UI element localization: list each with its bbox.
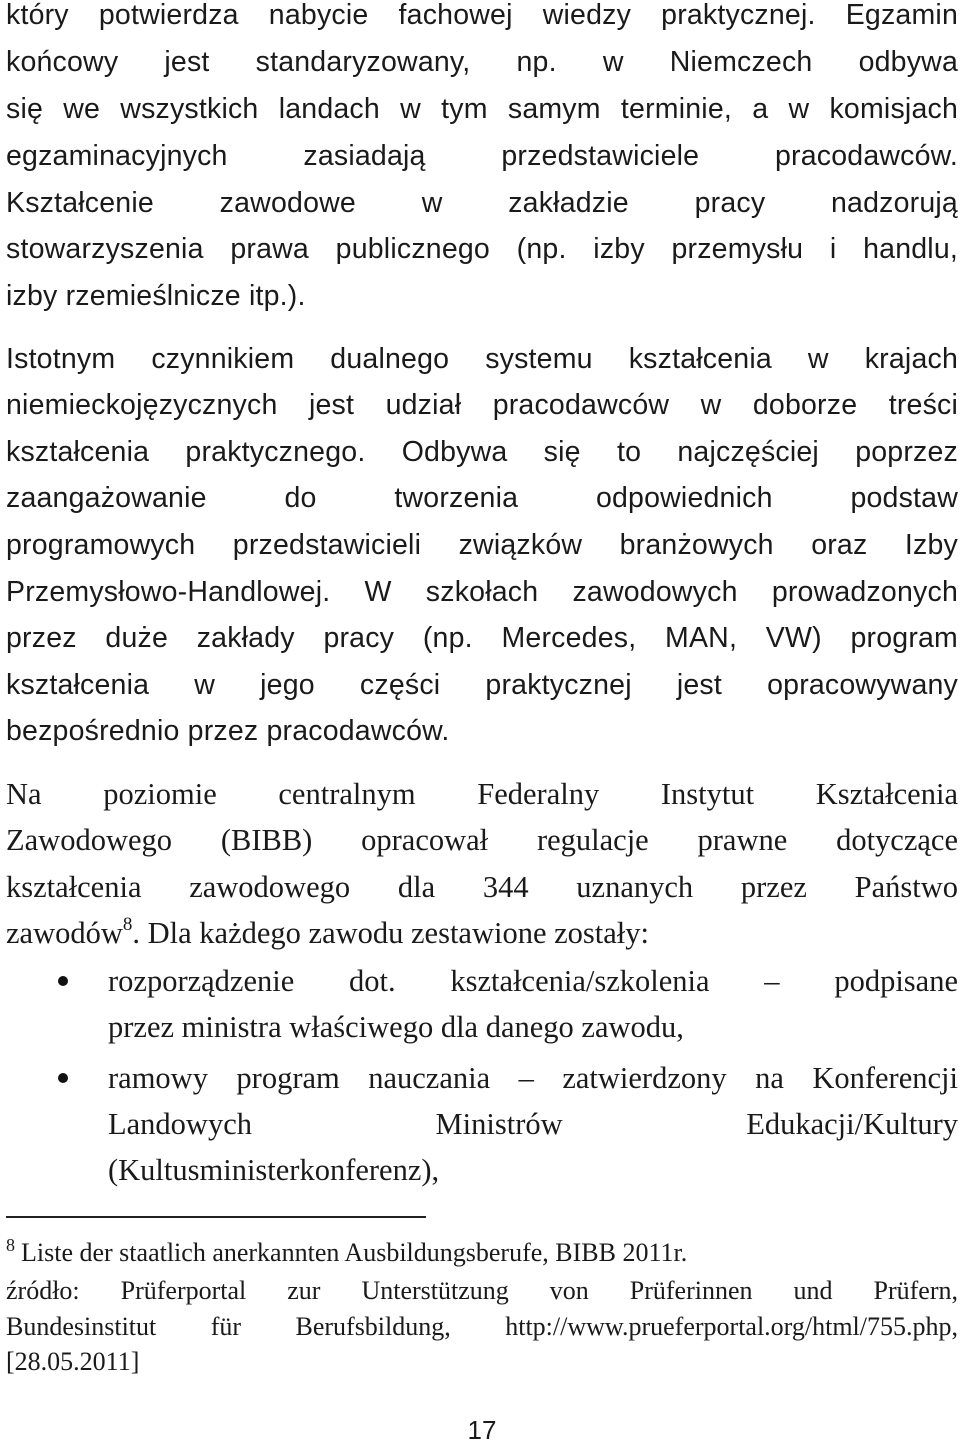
bullet-icon <box>58 1073 68 1083</box>
paragraph-3-text: zawodów <box>6 916 123 950</box>
paragraph-2-line: przez duże zakłady pracy (np. Mercedes, MAN, VW) program <box>6 622 958 654</box>
paragraph-1-line: Kształcenie zawodowe w zakładzie pracy nadzorują <box>6 187 958 219</box>
footnote-text: Liste der staatlich anerkannten Ausbildungsberufe, BIBB 2011r. <box>21 1238 688 1267</box>
footnote-line: [28.05.2011] <box>6 1347 140 1376</box>
bullet-icon <box>58 976 68 986</box>
document-page <box>6 0 958 1448</box>
footnote-reference[interactable]: 8 <box>122 914 133 935</box>
paragraph-2-line: programowych przedstawicieli związków branżowych oraz Izby <box>6 529 958 561</box>
paragraph-1-line: egzaminacyjnych zasiadają przedstawiciele pracodawców. <box>6 140 958 172</box>
paragraph-3-text: . Dla każdego zawodu zestawione zostały: <box>132 916 649 950</box>
paragraph-2-line: bezpośrednio przez pracodawców. <box>6 715 450 747</box>
paragraph-1-line: który potwierdza nabycie fachowej wiedzy praktycznej. Egzamin <box>6 0 958 31</box>
bullet-2-line: Landowych Ministrów Edukacji/Kultury <box>108 1107 958 1141</box>
footnote-line: źródło: Prüferportal zur Unterstützung von Prüferinnen und Prüfern, <box>6 1276 958 1305</box>
paragraph-1-line: się we wszystkich landach w tym samym terminie, a w komisjach <box>6 93 958 125</box>
paragraph-2-line: Przemysłowo-Handlowej. W szkołach zawodowych prowadzonych <box>6 576 958 608</box>
paragraph-3-line: kształcenia zawodowego dla 344 uznanych przez Państwo <box>6 870 958 904</box>
paragraph-3-line: Zawodowego (BIBB) opracował regulacje prawne dotyczące <box>6 823 958 857</box>
paragraph-2-line: zaangażowanie do tworzenia odpowiednich podstaw <box>6 482 958 514</box>
footnote-line <box>6 1237 958 1269</box>
paragraph-2-line: kształcenia praktycznego. Odbywa się to najczęściej poprzez <box>6 436 958 468</box>
footnote-separator <box>6 1216 426 1218</box>
paragraph-2-line: kształcenia w jego części praktycznej jest opracowywany <box>6 669 958 701</box>
paragraph-3-line: Na poziomie centralnym Federalny Instytut Kształcenia <box>6 777 958 811</box>
paragraph-1-line: końcowy jest standaryzowany, np. w Niemczech odbywa <box>6 46 958 78</box>
paragraph-3-last-line <box>6 915 958 951</box>
page-number: 17 <box>467 1415 497 1445</box>
paragraph-2-line: Istotnym czynnikiem dualnego systemu kształcenia w krajach <box>6 343 958 375</box>
paragraph-1-line: stowarzyszenia prawa publicznego (np. izby przemysłu i handlu, <box>6 233 958 265</box>
bullet-1-line: przez ministra właściwego dla danego zawodu, <box>108 1010 684 1044</box>
bullet-2-line: (Kultusministerkonferenz), <box>108 1153 440 1187</box>
paragraph-1-line: izby rzemieślnicze itp.). <box>6 280 306 312</box>
footnote-line[interactable]: Bundesinstitut für Berufsbildung, http://www.prueferportal.org/html/755.php, <box>6 1312 958 1341</box>
bullet-2-line: ramowy program nauczania – zatwierdzony na Konferencji <box>108 1061 958 1095</box>
bullet-1-line: rozporządzenie dot. kształcenia/szkolenia – podpisane <box>108 964 958 998</box>
footnote-number: 8 <box>6 1235 15 1255</box>
paragraph-2-line: niemieckojęzycznych jest udział pracodawców w doborze treści <box>6 389 958 421</box>
